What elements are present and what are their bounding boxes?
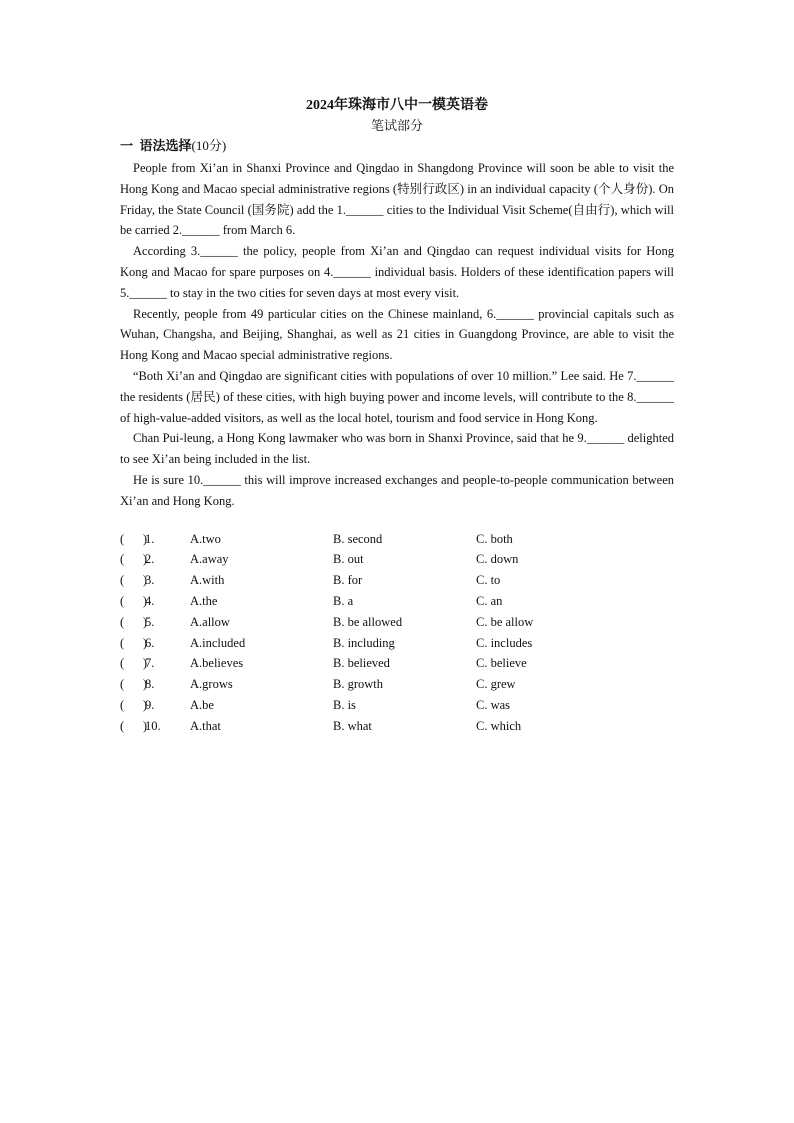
option-b: B. second: [333, 531, 383, 546]
question-row: [120, 633, 674, 654]
option-a: A.be: [190, 697, 214, 712]
question-row: [120, 529, 674, 550]
question-row: [120, 612, 674, 633]
option-c: C. which: [476, 718, 522, 733]
answer-blank[interactable]: ( ): [120, 718, 148, 733]
option-a: A.grows: [190, 677, 233, 692]
section-number: 一: [120, 138, 134, 153]
option-b: B. a: [333, 593, 354, 608]
question-number: 7.: [145, 656, 155, 671]
passage-paragraph: He is sure 10.______ this will improve increased exchanges and people-to-people communication between Xi’an and Hong Kong.: [120, 472, 674, 508]
option-b: B. what: [333, 718, 372, 733]
option-b: B. out: [333, 552, 364, 567]
option-c: C. grew: [476, 677, 516, 692]
option-c: C. was: [476, 697, 511, 712]
passage-paragraph: According 3.______ the policy, people from Xi’an and Qingdao can request individual visits for Hong Kong and Macao for spare purposes on 4.______ individual basis. Holders of these identification papers will 5.______ to stay in the two cities for seven days at most every visit.: [120, 244, 674, 300]
option-a: A.away: [190, 552, 229, 567]
option-b: B. is: [333, 697, 356, 712]
option-b: B. for: [333, 573, 363, 588]
answer-blank[interactable]: ( ): [120, 656, 148, 671]
option-b: B. believed: [333, 656, 390, 671]
question-number: 6.: [145, 635, 155, 650]
question-number: 8.: [145, 677, 155, 692]
option-a: A.allow: [190, 614, 230, 629]
answer-blank[interactable]: ( ): [120, 697, 148, 712]
option-c: C. to: [476, 573, 501, 588]
section-points: (10分): [191, 138, 227, 153]
passage-paragraph: Chan Pui-leung, a Hong Kong lawmaker who was born in Shanxi Province, said that he 9.______ delighted to see Xi’an being included in the list.: [120, 431, 674, 467]
answer-blank[interactable]: ( ): [120, 635, 148, 650]
option-a: A.included: [190, 635, 246, 650]
option-b: B. including: [333, 635, 395, 650]
question-row: [120, 570, 674, 591]
question-row: [120, 653, 674, 674]
answer-options: [120, 529, 674, 737]
option-c: C. an: [476, 593, 503, 608]
question-number: 1.: [145, 531, 155, 546]
option-c: C. down: [476, 552, 519, 567]
question-number: 2.: [145, 552, 155, 567]
option-b: B. growth: [333, 677, 383, 692]
question-number: 9.: [145, 697, 155, 712]
option-c: C. includes: [476, 635, 533, 650]
option-a: A.with: [190, 573, 225, 588]
passage-paragraph: “Both Xi’an and Qingdao are significant cities with populations of over 10 million.” Lee said. He 7.______ the residents (居民) of these cities, with high buying power and income levels, will contribute to the 8.______ of high-value-added visitors, as well as the local hotel, tourism and food service in Hong Kong.: [120, 368, 674, 425]
section-title: 语法选择: [139, 138, 192, 153]
option-a: A.that: [190, 718, 221, 733]
question-row: [120, 591, 674, 612]
question-row: [120, 674, 674, 695]
answer-blank[interactable]: ( ): [120, 573, 148, 588]
option-b: B. be allowed: [333, 614, 403, 629]
passage-paragraph: People from Xi’an in Shanxi Province and Qingdao in Shangdong Province will soon be able to visit the Hong Kong and Macao special administrative regions (特别行政区) in an individual capacity (个人身份). On Friday, the State Council (国务院) add the 1.______ cities to the Individual Visit Scheme(自由行), which will be carried 2.______ from March 6.: [120, 161, 674, 238]
page-title: 2024年珠海市八中一模英语卷: [306, 98, 488, 113]
option-c: C. both: [476, 531, 513, 546]
question-number: 5.: [145, 614, 155, 629]
option-c: C. be allow: [476, 614, 534, 629]
answer-blank[interactable]: ( ): [120, 552, 148, 567]
question-number: 3.: [145, 573, 155, 588]
option-a: A.the: [190, 593, 218, 608]
question-row: [120, 549, 674, 570]
passage-paragraph: Recently, people from 49 particular cities on the Chinese mainland, 6.______ provincial capitals such as Wuhan, Changsha, and Beijing, Shanghai, as well as 21 cities in Guangdong Province, are able to visit the Hong Kong and Macao special administrative regions.: [120, 306, 674, 363]
page-subtitle: 笔试部分: [370, 118, 423, 133]
answer-blank[interactable]: ( ): [120, 531, 148, 546]
exam-page: [120, 96, 674, 737]
question-row: [120, 716, 674, 737]
answer-blank[interactable]: ( ): [120, 614, 148, 629]
answer-blank[interactable]: ( ): [120, 593, 148, 608]
option-a: A.two: [190, 531, 221, 546]
option-c: C. believe: [476, 656, 527, 671]
section-heading: [120, 136, 674, 156]
question-number: 10.: [145, 718, 161, 733]
question-number: 4.: [145, 593, 155, 608]
passage: [120, 158, 674, 512]
option-a: A.believes: [190, 656, 244, 671]
answer-blank[interactable]: ( ): [120, 677, 148, 692]
question-row: [120, 695, 674, 716]
